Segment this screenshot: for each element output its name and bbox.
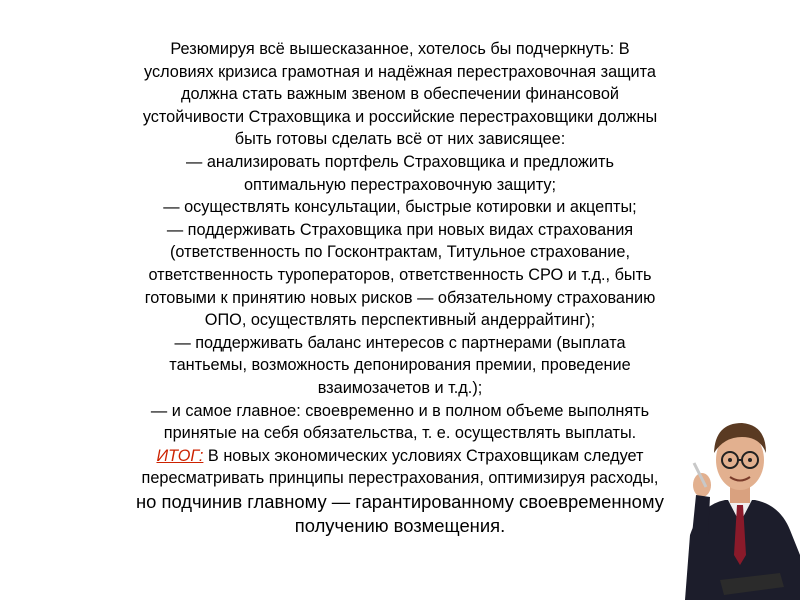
paragraph-line: должна стать важным звеном в обеспечении финансовой (181, 85, 619, 104)
businessman-illustration (680, 405, 800, 600)
conclusion-label: ИТОГ: (156, 446, 204, 465)
conclusion-line: но подчинив главному — гарантированному своевременному (136, 490, 664, 512)
paragraph-line: быть готовы сделать всё от них зависящее: (234, 130, 566, 149)
conclusion-line: получению возмещения. (294, 515, 506, 537)
paragraph-line: — поддерживать Страховщика при новых видах страхования (166, 220, 634, 239)
paragraph-line: Резюмируя всё вышесказанное, хотелось бы подчеркнуть: В (170, 40, 630, 58)
paragraph-line: устойчивости Страховщика и российские перестраховщики должны (142, 107, 658, 126)
summary-text (40, 38, 760, 539)
paragraph-line: тантьемы, возможность депонирования премии, проведение (169, 356, 631, 375)
paragraph-line: принятые на себя обязательства, т. е. осуществлять выплаты. (163, 424, 637, 443)
conclusion-line (40, 445, 760, 468)
raised-arm (692, 495, 710, 535)
paragraph-line: готовыми к принятию новых рисков — обязательному страхованию (144, 288, 656, 307)
paragraph-line: ответственность туроператоров, ответственность СРО и т.д., быть (148, 265, 652, 284)
paragraph-line: (ответственность по Госконтрактам, Титульное страхование, (170, 243, 630, 262)
paragraph-line: условиях кризиса грамотная и надёжная перестраховочная защита (144, 62, 656, 81)
paragraph-line: — осуществлять консультации, быстрые котировки и акцепты; (163, 198, 637, 217)
paragraph-line: — и самое главное: своевременно и в полном объеме выполнять (150, 401, 650, 420)
paragraph-line: — анализировать портфель Страховщика и предложить (186, 152, 614, 171)
conclusion-line: пересматривать принципы перестрахования, оптимизируя расходы, (141, 469, 659, 488)
paragraph-line: оптимальную перестраховочную защиту; (243, 175, 557, 194)
paragraph-line: — поддерживать баланс интересов с партнерами (выплата (174, 333, 626, 352)
paragraph-line: взаимозачетов и т.д.); (317, 378, 483, 397)
paragraph-line: ОПО, осуществлять перспективный андеррайтинг); (204, 311, 596, 330)
conclusion-text: В новых экономических условиях Страховщикам следует (203, 446, 644, 465)
